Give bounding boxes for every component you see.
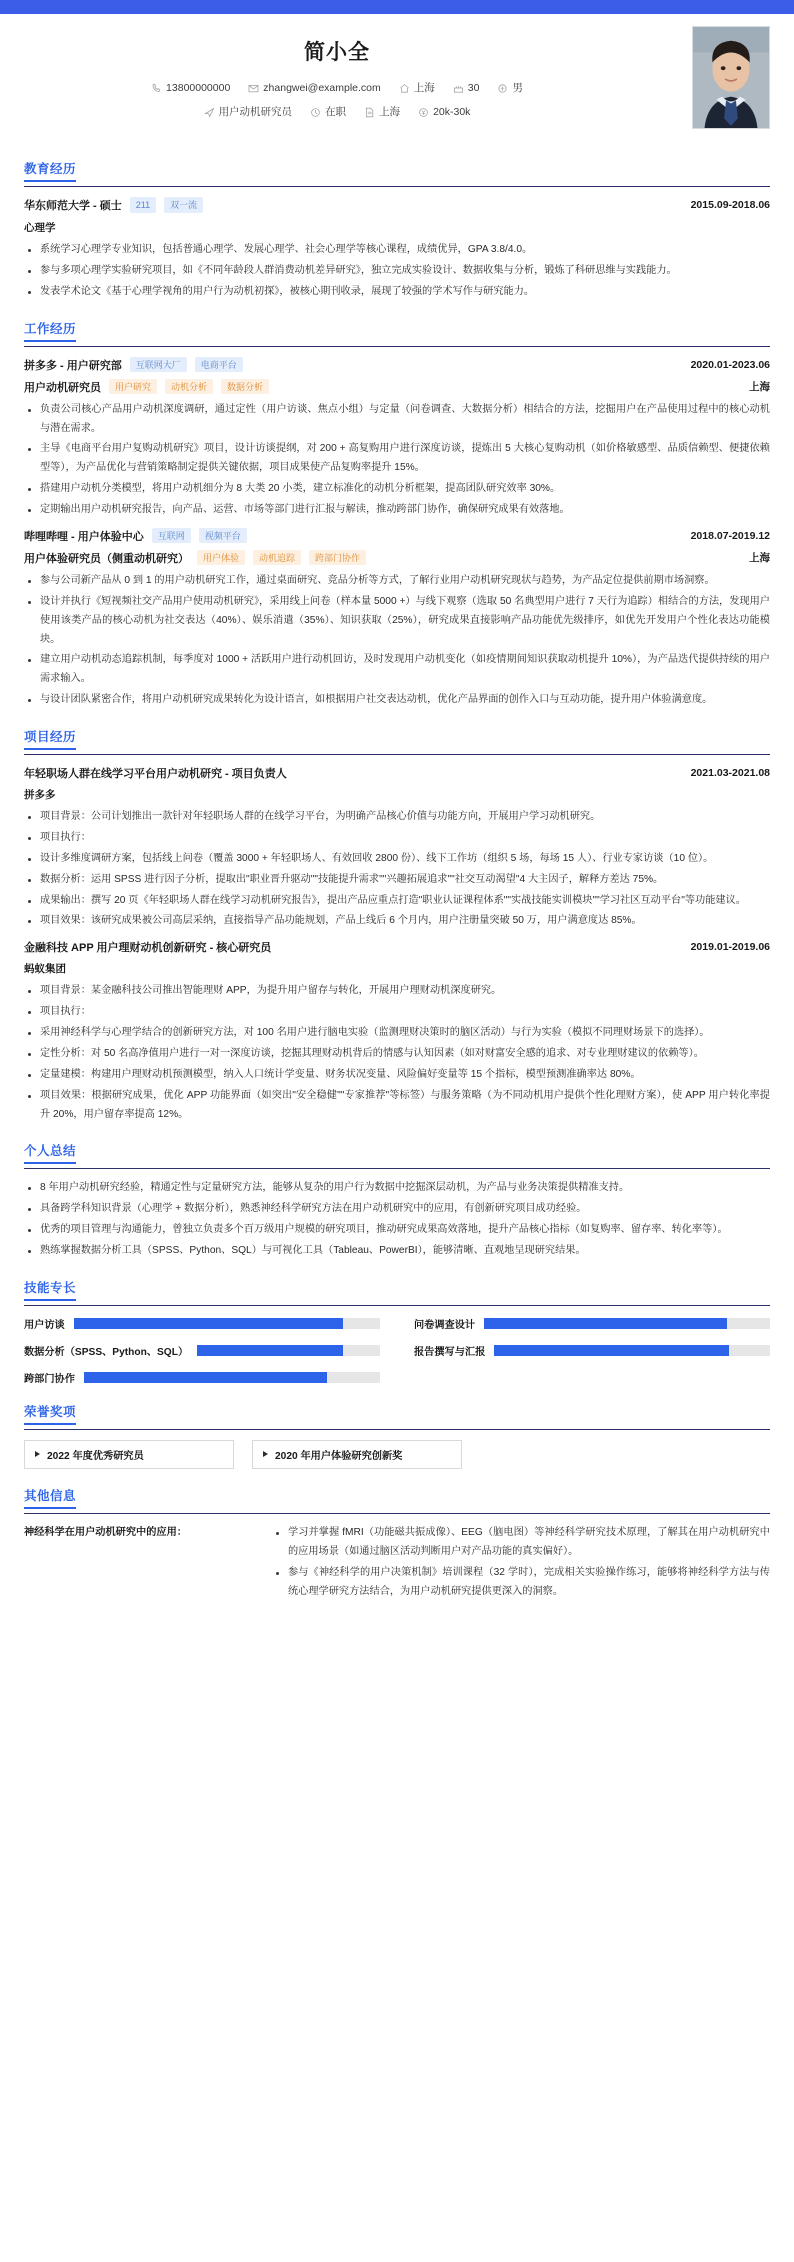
skill-label: 数据分析（SPSS、Python、SQL） xyxy=(24,1346,189,1358)
major-name: 心理学 xyxy=(24,222,56,234)
school-tag: 双一流 xyxy=(164,197,203,212)
work-entry xyxy=(24,528,770,710)
entry-roleline xyxy=(24,550,770,566)
page-title: 简小全 xyxy=(304,41,370,64)
bullet-item: 优秀的项目管理与沟通能力，曾独立负责多个百万级用户规模的研究项目，推动研究成果高效落地，提升产品核心指标（如复购率、留存率、转化率等）。 xyxy=(24,1221,770,1240)
company-tag: 电商平台 xyxy=(195,357,243,372)
section-other xyxy=(0,1486,794,1604)
header-center xyxy=(0,36,794,119)
education-entries xyxy=(24,197,770,302)
skill-item xyxy=(24,1370,380,1385)
mail-icon xyxy=(248,83,259,94)
meta-item-contact-3 xyxy=(453,82,480,94)
skill-progress-fill xyxy=(74,1318,344,1329)
skill-progress-bar xyxy=(484,1318,770,1329)
section-title-education: 教育经历 xyxy=(24,159,76,182)
bullet-item: 定性分析：对 50 名高净值用户进行一对一深度访谈，挖掘其理财动机背后的情感与认知因素（如对财富安全感的追求、对专业理财建议的依赖等）。 xyxy=(24,1045,770,1064)
salary-icon xyxy=(418,107,429,118)
contact-row-secondary xyxy=(0,104,674,119)
date-range: 2018.07-2019.12 xyxy=(690,529,770,542)
skill-tag: 用户体验 xyxy=(197,550,245,565)
section-awards xyxy=(0,1402,794,1469)
bullet-item: 建立用户动机动态追踪机制，每季度对 1000 + 活跃用户进行动机回访，及时发现用户动机变化（如疫情期间知识获取动机提升 10%），为产品迭代提供持续的用户需求输入。 xyxy=(24,651,770,689)
section-skills xyxy=(0,1278,794,1385)
meta-text: 在职 xyxy=(325,106,347,118)
bullet-item: 定期输出用户动机研究报告，向产品、运营、市场等部门进行汇报与解读，推动跨部门协作，确保研究成果有效落地。 xyxy=(24,501,770,520)
bullet-item: 项目执行： xyxy=(24,829,770,848)
meta-item-contact-1 xyxy=(248,82,380,94)
bullet-item: 学习并掌握 fMRI（功能磁共振成像）、EEG（脑电图）等神经科学研究技术原理，了解其在用户动机研究中的应用场景（如通过脑区活动判断用户对产品功能的真实偏好）。 xyxy=(272,1524,770,1562)
phone-icon xyxy=(151,83,162,94)
entry-headline xyxy=(24,939,770,955)
entry-left xyxy=(24,765,295,781)
section-title-awards: 荣誉奖项 xyxy=(24,1402,76,1425)
bullet-item: 项目效果：该研究成果被公司高层采纳，直接指导产品功能规划，产品上线后 6 个月内，用户注册量突破 50 万，用户满意度达 85%。 xyxy=(24,912,770,931)
file-icon xyxy=(364,107,375,118)
skill-item xyxy=(414,1343,770,1358)
bullet-item: 项目背景：公司计划推出一款针对年轻职场人群的在线学习平台，为明确产品核心价值与功能方向，开展用户学习动机研究。 xyxy=(24,808,770,827)
skill-tag: 用户研究 xyxy=(109,379,157,394)
bullet-item: 8 年用户动机研究经验，精通定性与定量研究方法，能够从复杂的用户行为数据中挖掘深层动机，为产品与业务决策提供精准支持。 xyxy=(24,1179,770,1198)
bullet-item: 项目背景：某金融科技公司推出智能理财 APP，为提升用户留存与转化，开展用户理财动机深度研究。 xyxy=(24,982,770,1001)
bullet-item: 与设计团队紧密合作，将用户动机研究成果转化为设计语言，如根据用户社交表达动机，优化产品界面的创作入口与互动功能，提升用户体验满意度。 xyxy=(24,691,770,710)
caret-right-icon xyxy=(263,1451,268,1457)
award-item[interactable] xyxy=(252,1440,462,1469)
skill-item xyxy=(24,1316,380,1331)
bullet-item: 数据分析：运用 SPSS 进行因子分析，提取出"职业晋升驱动""技能提升需求""兴趣拓展追求""社交互动渴望"4 大主因子，解释方差达 75%。 xyxy=(24,871,770,890)
section-header xyxy=(24,319,770,347)
meta-item-job-3 xyxy=(418,106,470,118)
section-projects xyxy=(0,727,794,1124)
skill-tag: 动机分析 xyxy=(165,379,213,394)
date-range: 2021.03-2021.08 xyxy=(690,767,770,779)
skill-label: 报告撰写与汇报 xyxy=(414,1346,486,1358)
skill-progress-fill xyxy=(84,1372,327,1383)
section-summary xyxy=(0,1141,794,1261)
meta-text: zhangwei@example.com xyxy=(263,81,381,94)
skill-item xyxy=(24,1343,380,1358)
project-title: 金融科技 APP 用户理财动机创新研究 - 核心研究员 xyxy=(24,942,272,955)
bullet-item: 熟练掌握数据分析工具（SPSS、Python、SQL）与可视化工具（Tableau、PowerBI），能够清晰、直观地呈现研究结果。 xyxy=(24,1242,770,1261)
project-company: 拼多多 xyxy=(24,789,56,801)
meta-item-job-2 xyxy=(364,104,400,119)
section-header xyxy=(24,159,770,187)
bullet-item: 采用神经科学与心理学结合的创新研究方法，对 100 名用户进行脑电实验（监测理财决策时的脑区活动）与行为实验（模拟不同理财场景下的选择）。 xyxy=(24,1024,770,1043)
bullet-list xyxy=(24,572,770,710)
top-accent-bar xyxy=(0,0,794,14)
rocket-icon xyxy=(204,107,215,118)
company-tag: 视频平台 xyxy=(199,528,247,543)
section-title-summary: 个人总结 xyxy=(24,1141,76,1164)
meta-item-contact-2 xyxy=(399,80,435,95)
bullet-item: 项目执行： xyxy=(24,1003,770,1022)
section-title-work: 工作经历 xyxy=(24,319,76,342)
bullet-item: 搭建用户动机分类模型，将用户动机细分为 8 大类 20 小类，建立标准化的动机分析框架，提高团队研究效率 30%。 xyxy=(24,480,770,499)
bullet-item: 具备跨学科知识背景（心理学 + 数据分析），熟悉神经科学研究方法在用户动机研究中的应用，有创新研究项目成功经验。 xyxy=(24,1200,770,1219)
job-title: 用户体验研究员（侧重动机研究） xyxy=(24,552,189,565)
other-info-row xyxy=(24,1524,770,1604)
project-title: 年轻职场人群在线学习平台用户动机研究 - 项目负责人 xyxy=(24,768,287,780)
summary-bullets xyxy=(24,1179,770,1261)
work-location: 上海 xyxy=(749,381,770,394)
award-label: 2022 年度优秀研究员 xyxy=(47,1450,144,1462)
date-range: 2020.01-2023.06 xyxy=(690,358,770,371)
skill-label: 跨部门协作 xyxy=(24,1373,75,1385)
entry-left xyxy=(24,197,211,213)
school-degree: 华东师范大学 - 硕士 xyxy=(24,200,122,212)
skill-tag: 跨部门协作 xyxy=(309,550,366,565)
bullet-item: 设计多维度调研方案，包括线上问卷（覆盖 3000 + 年轻职场人、有效回收 2800 份）、线下工作坊（组织 5 场，每场 15 人）、行业专家访谈（10 位）。 xyxy=(24,850,770,869)
meta-text: 男 xyxy=(512,82,523,94)
skill-tag: 数据分析 xyxy=(221,379,269,394)
entry-left xyxy=(24,939,279,955)
skill-label: 用户访谈 xyxy=(24,1319,65,1331)
meta-text: 上海 xyxy=(413,82,435,94)
meta-text: 13800000000 xyxy=(166,81,231,94)
school-tag: 211 xyxy=(130,197,156,212)
entry-headline xyxy=(24,765,770,781)
section-title-other: 其他信息 xyxy=(24,1486,76,1509)
skill-progress-fill xyxy=(197,1345,343,1356)
gender-icon xyxy=(497,83,508,94)
skill-label: 问卷调查设计 xyxy=(414,1319,476,1331)
bullet-item: 参与公司新产品从 0 到 1 的用户动机研究工作，通过桌面研究、竞品分析等方式，了解行业用户动机研究现状与趋势，为产品定位提供前期市场洞察。 xyxy=(24,572,770,591)
skills-grid xyxy=(24,1316,770,1385)
award-item[interactable] xyxy=(24,1440,234,1469)
awards-row xyxy=(24,1440,770,1469)
company-tag: 互联网大厂 xyxy=(130,357,187,372)
bullet-list xyxy=(272,1524,770,1602)
meta-item-contact-4 xyxy=(497,80,523,95)
other-info-body xyxy=(272,1524,770,1604)
skill-progress-bar xyxy=(197,1345,380,1356)
project-entry xyxy=(24,765,770,931)
bullet-list xyxy=(24,241,770,302)
entry-roleline xyxy=(24,379,770,395)
project-entries xyxy=(24,765,770,1124)
bullet-item: 项目效果：根据研究成果，优化 APP 功能界面（如突出"安全稳健""专家推荐"等标签）与服务策略（为不同动机用户提供个性化理财方案），使 APP 用户转化率提升 20%，用户留存率提高 12%。 xyxy=(24,1087,770,1125)
education-entry xyxy=(24,197,770,302)
bullet-item: 负责公司核心产品用户动机深度调研，通过定性（用户访谈、焦点小组）与定量（问卷调查、大数据分析）相结合的方法，挖掘用户在产品使用过程中的核心动机与潜在需求。 xyxy=(24,401,770,439)
entry-headline xyxy=(24,528,770,544)
job-title: 用户动机研究员 xyxy=(24,381,101,394)
skill-progress-bar xyxy=(494,1345,770,1356)
meta-text: 用户动机研究员 xyxy=(218,106,293,118)
meta-text: 上海 xyxy=(379,106,401,118)
skill-item xyxy=(414,1316,770,1331)
entry-left xyxy=(24,550,374,566)
entry-left xyxy=(24,528,255,544)
meta-item-job-1 xyxy=(310,104,346,119)
home-icon xyxy=(399,83,410,94)
meta-item-job-0 xyxy=(204,104,293,119)
entry-left xyxy=(24,357,251,373)
work-entries xyxy=(24,357,770,710)
section-work xyxy=(0,319,794,710)
status-icon xyxy=(310,107,321,118)
avatar xyxy=(692,26,770,129)
section-title-skills: 技能专长 xyxy=(24,1278,76,1301)
company-department: 哔哩哔哩 - 用户体验中心 xyxy=(24,530,144,543)
company-department: 拼多多 - 用户研究部 xyxy=(24,359,122,372)
section-header xyxy=(24,1402,770,1430)
cake-icon xyxy=(453,83,464,94)
bottom-spacer xyxy=(0,1615,794,1633)
company-tag: 互联网 xyxy=(152,528,191,543)
bullet-item: 定量建模：构建用户理财动机预测模型，纳入人口统计学变量、财务状况变量、风险偏好变量等 15 个指标，模型预测准确率达 80%。 xyxy=(24,1066,770,1085)
skill-progress-bar xyxy=(84,1372,380,1383)
bullet-item: 成果输出：撰写 20 页《年轻职场人群在线学习动机研究报告》，提出产品应重点打造"职业认证课程体系""实战技能实训模块""学习社区互动平台"等功能建议。 xyxy=(24,892,770,911)
bullet-list xyxy=(24,401,770,520)
skill-progress-bar xyxy=(74,1318,380,1329)
project-company: 蚂蚁集团 xyxy=(24,963,66,976)
section-title-projects: 项目经历 xyxy=(24,727,76,750)
other-info-label: 神经科学在用户动机研究中的应用： xyxy=(24,1526,187,1538)
section-header xyxy=(24,1141,770,1169)
section-education xyxy=(0,159,794,302)
section-header xyxy=(24,1486,770,1514)
section-header xyxy=(24,727,770,755)
section-header xyxy=(24,1278,770,1306)
meta-text: 20k-30k xyxy=(433,105,471,118)
contact-row-primary xyxy=(0,80,674,95)
entry-headline xyxy=(24,357,770,373)
work-location: 上海 xyxy=(749,552,770,565)
bullet-item: 参与《神经科学的用户决策机制》培训课程（32 学时），完成相关实验操作练习，能够将神经科学方法与传统心理学研究方法结合，为用户动机研究提供更深入的洞察。 xyxy=(272,1564,770,1602)
skill-progress-fill xyxy=(494,1345,728,1356)
bullet-item: 参与多项心理学实验研究项目，如《不同年龄段人群消费动机差异研究》，独立完成实验设计、数据收集与分析，锻炼了科研思维与实践能力。 xyxy=(24,262,770,281)
entry-headline xyxy=(24,197,770,213)
date-range: 2019.01-2019.06 xyxy=(690,941,770,954)
other-rows xyxy=(24,1524,770,1604)
work-entry xyxy=(24,357,770,520)
bullet-item: 主导《电商平台用户复购动机研究》项目，设计访谈提纲，对 200 + 高复购用户进行深度访谈，提炼出 5 大核心复购动机（如价格敏感型、品质信赖型、便捷依赖型等），为产品优化与营销策略制定提供关键依据，项目成果使产品复购率提升 15%。 xyxy=(24,440,770,478)
bullet-item: 发表学术论文《基于心理学视角的用户行为动机初探》，被核心期刊收录，展现了较强的学术写作与研究能力。 xyxy=(24,283,770,302)
resume-header xyxy=(0,14,794,142)
bullet-item: 设计并执行《短视频社交产品用户使用动机研究》，采用线上问卷（样本量 5000 +）与线下观察（选取 50 名典型用户进行 7 天行为追踪）相结合的方法，发现用户使用该类产品的核心动机为社交表达（40%）、娱乐消遣（35%）、知识获取（25%），研究成果直接影响产品功能优先级排序，如优先开发用户个性化表达功能模块。 xyxy=(24,593,770,650)
meta-item-contact-0 xyxy=(151,82,230,94)
skill-progress-fill xyxy=(484,1318,727,1329)
bullet-list xyxy=(24,808,770,931)
entry-left xyxy=(24,379,277,395)
award-label: 2020 年用户体验研究创新奖 xyxy=(275,1450,403,1462)
caret-right-icon xyxy=(35,1451,40,1457)
skill-tag: 动机追踪 xyxy=(253,550,301,565)
bullet-list xyxy=(24,982,770,1124)
meta-text: 30 xyxy=(467,81,480,94)
bullet-item: 系统学习心理学专业知识，包括普通心理学、发展心理学、社会心理学等核心课程，成绩优异，GPA 3.8/4.0。 xyxy=(24,241,770,260)
date-range: 2015.09-2018.06 xyxy=(690,199,770,211)
project-entry xyxy=(24,939,770,1124)
